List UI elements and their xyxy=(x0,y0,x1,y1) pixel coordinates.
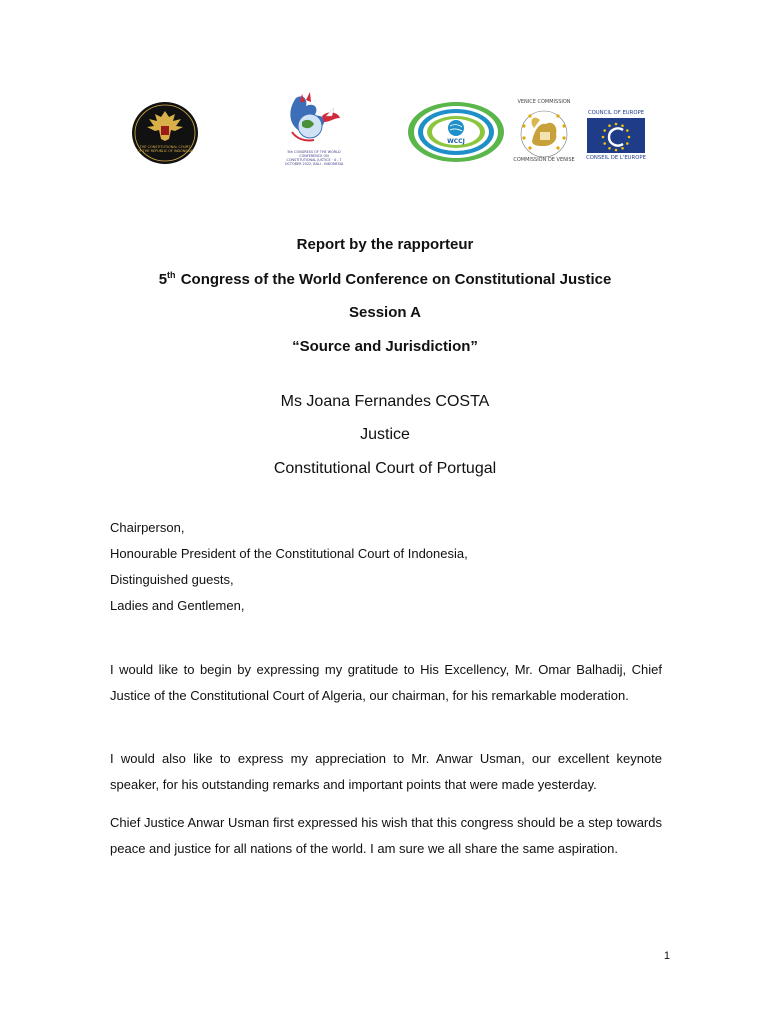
eu-stars-flag-icon xyxy=(587,118,645,153)
wccj-label: WCCJ xyxy=(447,138,465,145)
council-of-europe-label: COUNCIL OF EUROPE xyxy=(587,110,645,116)
body-paragraph: I would also like to express my appreciation to Mr. Anwar Usman, our excellent keynote speaker, for his outstanding remarks and important points that were made yesterday. xyxy=(110,751,662,792)
conseil-de-l-europe-label: CONSEIL DE L'EUROPE xyxy=(586,155,646,161)
session-heading: Session A xyxy=(349,304,421,321)
congress-emblem-logo xyxy=(284,92,344,176)
body-paragraph: I would like to begin by expressing my gratitude to His Excellency, Mr. Omar Balhadij, Chief Justice of the Constitutional Court of Algeria, our chairman, for his remarkable moderation. xyxy=(110,662,662,703)
salutation-line: Chairperson, xyxy=(110,520,185,535)
speaker-role: Justice xyxy=(360,426,410,443)
commission-de-venise-label: COMMISSION DE VENISE xyxy=(513,157,575,163)
session-title: “Source and Jurisdiction” xyxy=(292,338,478,355)
salutation-line: Honourable President of the Constitutional Court of Indonesia, xyxy=(110,546,468,561)
salutation-line: Ladies and Gentlemen, xyxy=(110,598,245,613)
page-number: 1 xyxy=(663,950,670,962)
venice-commission-logo xyxy=(512,100,576,168)
body-paragraph: Chief Justice Anwar Usman first expressed his wish that this congress should be a step towards peace and justice for all nations of the world. I am sure we all share the same aspiration. xyxy=(110,815,662,856)
hands-globe-dove-icon xyxy=(284,92,344,150)
congress-heading-text: Congress of the World Conference on Constitutional Justice xyxy=(180,271,612,288)
salutations-block xyxy=(110,518,670,622)
constitutional-court-indonesia-logo xyxy=(131,101,199,165)
report-heading: Report by the rapporteur xyxy=(296,236,474,253)
congress-ordinal-suffix: th xyxy=(167,270,176,280)
congress-ordinal: 5 xyxy=(158,271,168,288)
wccj-logo xyxy=(406,100,506,164)
wccj-rings-icon xyxy=(406,100,506,164)
salutation-line: Distinguished guests, xyxy=(110,572,234,587)
mk-logo-caption: THE CONSTITUTIONAL COURT OF THE REPUBLIC OF INDONESIA xyxy=(137,145,193,153)
garuda-emblem-icon xyxy=(131,101,199,165)
venice-commission-label: VENICE COMMISSION xyxy=(517,99,571,105)
speaker-name: Ms Joana Fernandes COSTA xyxy=(280,393,490,410)
speaker-court: Constitutional Court of Portugal xyxy=(273,460,497,477)
congress-heading xyxy=(0,270,770,288)
council-of-europe-logo xyxy=(582,110,650,165)
congress-emblem-caption: 5th CONGRESS OF THE WORLD CONFERENCE ON CONSTITUTIONAL JUSTICE · 4 - 7 OCTOBER 2022, BALI - INDONESIA xyxy=(284,150,344,166)
